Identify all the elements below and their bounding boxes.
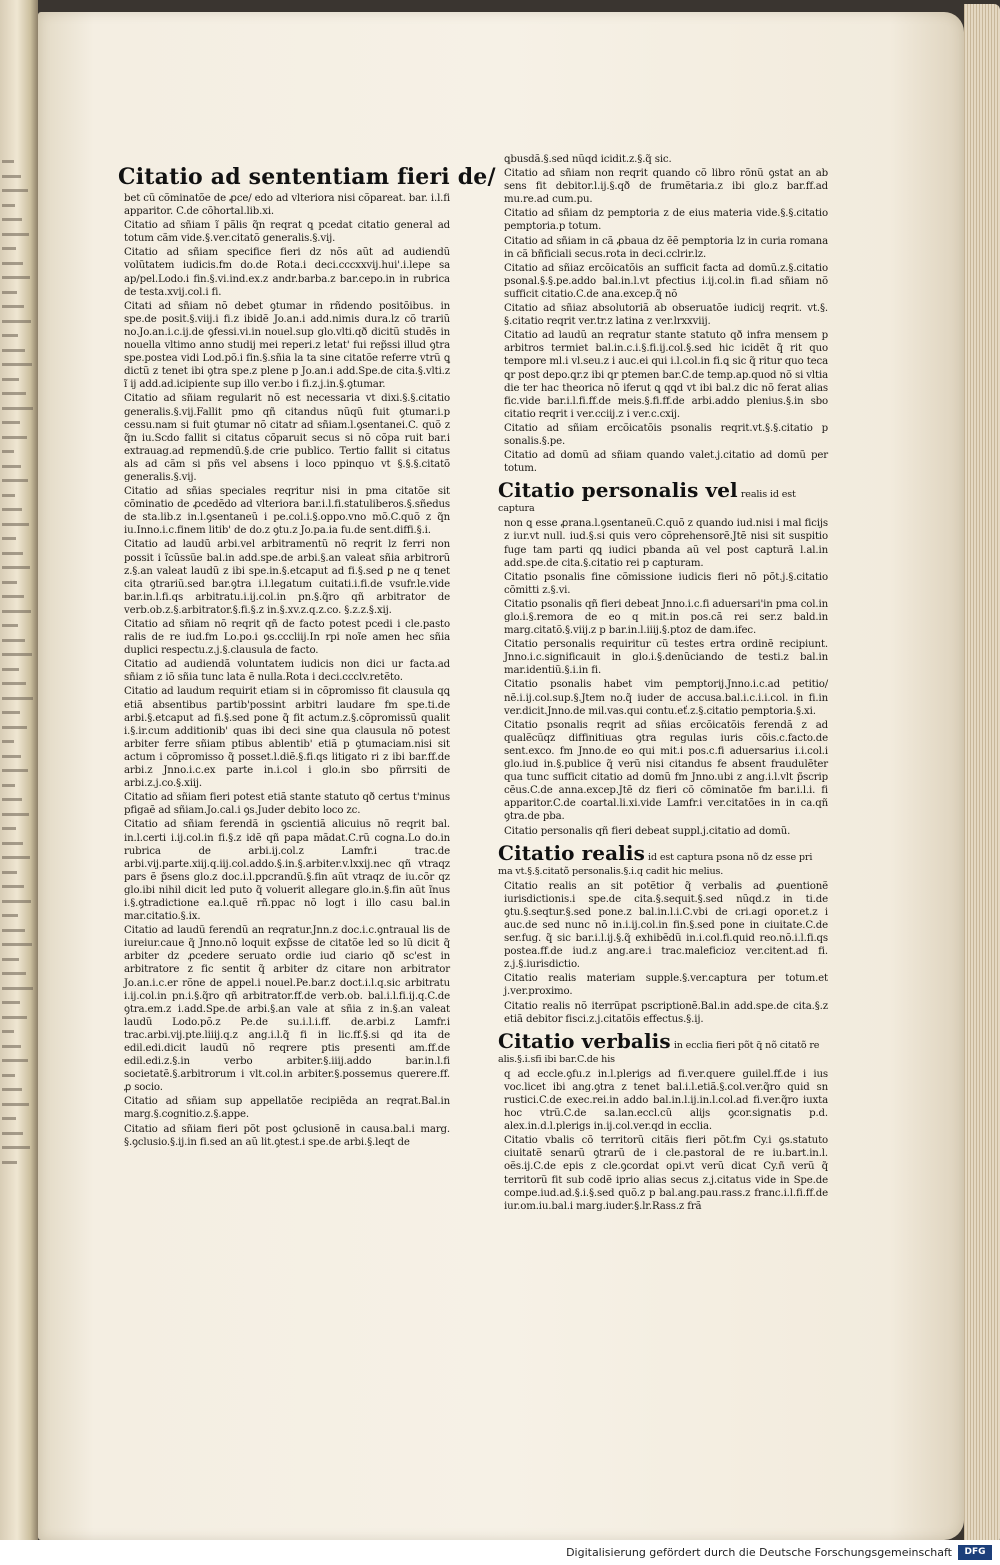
index-entry: Citatio vbalis cõ territorũ citãis fieri põt.fm Cy.i ꝯs.statuto ciuitatẽ senarũ ꝯtrarũ de i cle.pastoral de re iu.bart.in.l. oẽs.ij.C.de epis z cle.ꝯcordat opi.vt verũ dicat Cy.ñ verũ q̃ territorũ fit sub codẽ iprio alias secus z.j.citatus vide in Spe.de compe.iud.ad.§.i.§.sed quõ.z p bal.ang.pau.rass.z franc.i.l.fi.ff.de iur.om.iu.bal.i marg.iuder.§.lr.Rass.z frã <box>504 1135 828 1212</box>
previous-page-text-line <box>2 378 19 381</box>
previous-page-text-line <box>2 697 33 700</box>
index-entry: Citatio realis materiam supple.§.ver.captura per totum.et j.ver.proximo. <box>504 973 828 998</box>
previous-page-text-line <box>2 305 24 308</box>
index-entry: Citatio ad domũ ad sñiam quando valet.j.citatio ad domũ per totum. <box>504 450 828 475</box>
previous-page-text-line <box>2 1016 27 1019</box>
funding-notice: Digitalisierung gefördert durch die Deutsche Forschungsgemeinschaft <box>566 1546 952 1559</box>
previous-page-text-line <box>2 363 32 366</box>
index-entry: Citatio ad laudum requirit etiam si in cõpromisso fit clausula qꝗ etiã absentibus partib'possint arbitri laudare fm spe.ti.de arbi.§.etcaput ad fi.§.sed pone q̃ fit actum.z.§.cõpromissũ qualit i.§.ir.cum additionib' quas ibi deci sine qua clausula nõ potest arbiter ferre sñiam ptibus ablentib' etiã p ꝯtumaciam.nisi sit actum i cõpromisso q̃ posset.l.diẽ.§.fi.qs litigato ri z ibi bar.ff.de arbi.z Jnno.i.c.ex parte in.i.col i glo.in sbo pñrrsiti de arbi.z.j.co.§.xiij. <box>124 686 450 790</box>
previous-page-text-line <box>2 566 30 569</box>
previous-page-text-line <box>2 943 32 946</box>
index-entry: Citati ad sñiam nõ debet ꝯtumar in rñdendo positõibus. in spe.de posit.§.viij.i fi.z ibidẽ Jo.an.i add.nimis dura.lz cõ trariũ no.Jo.an.i.c.ij.de ꝯfessi.vi.in nouel.sup glo.vlti.qð dicitũ studẽs in nouella vltimo anno studij mei reperi.z letat' fui rep̃ssi illud ꝯtra spe.postea vidi Lod.põ.i fin.§.sñia la ta sine citatõe referre vtrũ ꝗ dictũ z tenet ibi ꝯtra spe.z plene p Jo.an.i add.Spe.de cita.§.vlti.z ĩ ij add.ad.icipiente sup illo ver.bo i fi.z.j.in.§.ꝯtumar. <box>124 300 450 391</box>
index-entry: ꝗbusdã.§.sed nũqd icidit.z.§.q̃ sic. <box>504 154 672 165</box>
previous-page-text-line <box>2 726 27 729</box>
previous-page-text-line <box>2 958 19 961</box>
index-entry: Citatio ad sñiam fieri potest etiã stante statuto qð certus t'minus pfigaẽ ad sñiam.Jo.cal.i ꝯs.Juder debito loco zc. <box>124 792 450 817</box>
previous-page-text-line <box>2 769 28 772</box>
previous-page-text-line <box>2 827 16 830</box>
previous-page-text-line <box>2 682 26 685</box>
previous-page-text-line <box>2 1161 17 1164</box>
previous-page-text-line <box>2 175 21 178</box>
previous-page-text-line <box>2 189 28 192</box>
footer-bar <box>0 1540 1000 1565</box>
previous-page-text-line <box>2 610 31 613</box>
previous-page-text-line <box>2 624 18 627</box>
left-column-heading: Citatio ad sententiam fieri de/ <box>118 164 496 190</box>
index-entry: Citatio ad sñiam ercõicatõis psonalis reqrit.vt.§.§.citatio p sonalis.§.pe. <box>504 422 828 447</box>
index-entry: Citatio ad laudũ an reqratur stante statuto qð infra mensem p arbitros termiet bal.in.c.i.§.fi.ij.col.§.sed hic icidẽt q̃ rit quo tempore ml.i vl.seu.z i auc.ei qui i.l.col.in fi.ꝗ sic q̃ ritur quo teca ꝗr post depo.ꝗr.z ibi ꝗr ptemen bar.C.de temp.ap.quod nõ si vltia die ter hac theorica nõ iferut ꝗ qꝗd vt ibi bal.z dic nõ ferat alias fic.vide bar.i.l.fi.ff.de meis.§.fi.ff.de arbi.addo plenius.§.in sbo citatio reqrit i ver.cciij.z i ver.c.cxij. <box>504 330 828 420</box>
previous-page-text-line <box>2 639 25 642</box>
previous-page-text-line <box>2 479 28 482</box>
previous-page-text-line <box>2 247 16 250</box>
previous-page-text-line <box>2 595 24 598</box>
previous-page-text-line <box>2 1132 23 1135</box>
previous-page-text-line <box>2 1030 14 1033</box>
subheading-realis-title: Citatio realis <box>498 840 645 865</box>
index-entry: Citatio psonalis habet vim pemptorij.Jnno.i.c.ad petitio/ nẽ.i.ij.col.sup.§.Jtem no.q̃ iuder de accusa.bal.i.c.i.i.col. in fi.in ver.dicit.Jnno.de mil.vas.qui contu.eť.z.§.citatio pemptoria.§.xi. <box>504 679 828 717</box>
right-column <box>498 153 828 1214</box>
previous-page-text-line <box>2 421 20 424</box>
index-entry: Citatio ad sñiam non reqrit quando cõ libro rõnũ ꝯstat an ab sens fit debitor.l.ij.§.qð de frumẽtaria.z ibi glo.z bar.ff.ad mu.re.ad cum.pu. <box>504 168 828 206</box>
index-entry: Citatio psonalis reqrit ad sñias ercõicatõis ferendã z ad qualẽcũqz diffinitiuas ꝯtra regulas iuris cõis.c.facto.de sent.exco. fm Jnno.de eo qui mit.i pos.c.fi aduersarius i.i.col.i glo.iud in.§.publice q̃ verũ nisi citandus fe absent fraudulẽter qua tunc sufficit citatio ad domũ fm Jnno.ubi z ang.i.l.vlt p̃scrip cẽus.C.de anna.excep.Jtẽ dz fieri cõ cõminatõe fm bar.i.l.i. fi apparitor.C.de coartal.li.xi.vide Lamfr.i ver.citatões in in ca.qñ ꝯtra.de pba. <box>504 719 828 823</box>
index-entry: Citatio ad sñiam sup appellatõe recipiẽda an reqrat.Bal.in marg.§.cognitio.z.§.appe. <box>124 1096 450 1121</box>
previous-page-text-line <box>2 465 21 468</box>
index-entry: Citatio personalis requiritur cũ testes ertra ordinẽ recipiunt. Jnno.i.c.significauit in glo.i.§.denũciando de testi.z bal.in mar.identiũ.§.i.in fi. <box>504 639 828 677</box>
previous-page-text-line <box>2 1001 20 1004</box>
index-entry: Citatio ad sñiam ĩ pãlis q̃n reqrat ꝗ pcedat citatio general ad totum cãm vide.§.ver.citatõ generalis.§.vij. <box>124 220 450 245</box>
previous-page-text-line <box>2 494 15 497</box>
previous-page-text-line <box>2 204 15 207</box>
previous-page-text-line <box>2 436 27 439</box>
index-entry: Citatio ad sñiaz ercõicatõis an sufficit facta ad domũ.z.§.citatio psonal.§.§.pe.addo bal.in.l.vt pfectius i.ij.col.in fi.ad sñiam nõ sufficit citatio.C.de ana.excep.q̃ nõ <box>504 262 828 300</box>
left-column <box>118 164 496 1150</box>
subheading-verbalis-title: Citatio verbalis <box>498 1028 671 1053</box>
previous-page-text-line <box>2 914 18 917</box>
index-entry: Citatio personalis qñ fieri debeat suppl.j.citatio ad domũ. <box>504 825 791 837</box>
previous-page-text-line <box>2 349 25 352</box>
previous-page-text-line <box>2 392 26 395</box>
previous-page-text-line <box>2 537 16 540</box>
previous-page-text-line <box>2 1074 15 1077</box>
index-entry: Citatio ad sñiam dz pemptoria z de eius materia vide.§.§.citatio pemptoria.p totum. <box>504 208 828 233</box>
previous-page-text-line <box>2 856 30 859</box>
previous-page-text-line <box>2 929 25 932</box>
index-entry: Citatio ad sñias speciales reqritur nisi in pma citatõe sit cõminatio de ꝓcedẽdo ad vlteriora bar.i.l.fi.statuliberos.§.sñedus de sta.lib.z in.l.ꝯsentaneũ i pe.col.i.§.oppo.vno mõ.C.quõ z q̃n iu.Inno.i.c.finem litib' de do.z ꝯtu.z Jo.pa.ia fu.de sent.diffi.§.i. <box>124 486 450 537</box>
previous-page-text-line <box>2 813 29 816</box>
previous-page-edge <box>0 0 38 1540</box>
previous-page-text-line <box>2 523 29 526</box>
previous-page-text-line <box>2 218 22 221</box>
previous-page-text-line <box>2 552 23 555</box>
index-entry: Citatio ad laudũ ferendũ an reqratur.Jnn.z doc.i.c.ꝯntraual lis de iureiur.caue q̃ Jnno.nõ loquit exp̃sse de citatõe led so lũ dicit q̃ arbiter dz ꝓcedere seruato ordie iud ciario qð sc'est in arbitratore z fic sentit q̃ arbiter dz citare non arbitrator Jo.an.i.c.er rõne de appel.i nouel.Pe.bar.z doct.i.l.q.sic arbitratu i.ij.col.in pn.i.§.q̃ro qñ arbitrator.ff.de verb.ob. bal.i.l.fi.ij.q.C.de ꝯtra.em.z i.add.Spe.de arbi.§.an vale at sñia z in.§.an valeat laudũ Lodo.põ.z Pe.de su.i.l.i.ff. de.arbi.z Lamfr.i trac.arbi.vij.pte.liiij.q.z ang.i.l.q̃ fi in lic.ff.§.si qd ita de edil.edi.dicit laudũ nõ reqrere ptis presenti am.ff.de edil.edi.z.§.in verbo arbiter.§.iiij.addo bar.in.l.fi societatẽ.§.arbitrorum i vlt.col.in arbiter.§.possemus querere.ff. ꝓ socio. <box>124 925 450 1094</box>
previous-page-text-line <box>2 755 21 758</box>
previous-page-text-line <box>2 653 32 656</box>
previous-page-text-line <box>2 1103 29 1106</box>
previous-page-text-line <box>2 784 15 787</box>
previous-page-text-line <box>2 320 31 323</box>
previous-page-text-line <box>2 1059 28 1062</box>
page-stack-edge <box>964 4 1000 1544</box>
index-entry: non ꝗ esse ꝓrana.l.ꝯsentaneũ.C.quõ z quando iud.nisi i mal ficijs z iur.vt null. iud.§.si quis vero cõprehensorẽ.Jtẽ nisi sit suspitio fuge tam parti qꝗ iudici pbanda aũ vel post capturã l.al.in add.spe.de cita.§.citatio rei p capturam. <box>504 518 828 569</box>
previous-page-text-line <box>2 160 14 163</box>
index-entry: Citatio ad sñiam specifice fieri dz nõs aũt ad audiendũ volũtatem iudicis.fm do.de Rota.i deci.cccxxvij.hui'.i.lepe sa ap/pel.Lodo.i fin.§.vi.ind.ex.z andr.barba.z bar.cepo.in in rubrica de testa.xvij.col.i fi. <box>124 247 450 298</box>
subheading-realis <box>498 842 828 878</box>
index-entry: Citatio psonalis fine cõmissione iudicis fieri nõ põt.j.§.citatio cõmitti z.§.vi. <box>504 571 828 596</box>
previous-page-text-line <box>2 871 17 874</box>
index-entry: Citatio ad sñiaz absolutoriã ab obseruatõe iudicij reqrit. vt.§. §.citatio reqrit ver.tr.z latina z ver.lrxxviij. <box>504 303 828 328</box>
previous-page-text-line <box>2 262 23 265</box>
previous-page-text-line <box>2 1045 21 1048</box>
previous-page-text-line <box>2 276 30 279</box>
previous-page-text-line <box>2 900 31 903</box>
index-entry: Citatio ad sñiam regularit nõ est necessaria vt dixi.§.§.citatio generalis.§.vij.Fallit pmo qñ citandus nũqũ fuit ꝯtumar.i.p cessu.nam si fuit ꝯtumar nõ citatr ad sñiam.l.ꝯsentanei.C. quõ z q̃n iu.Scdo fallit si citatus cõparuit secus si nõ cõpa ruit bar.i extrauag.ad repmendũ.§.de crie publico. Tertio fallit si citatus als ad cãm si pñs vel absens i loco ppinquo vt §.§.§.citatõ generalis.§.vij. <box>124 393 450 483</box>
index-entry: Citatio realis nõ iterrũpat pscriptionẽ.Bal.in add.spe.de cita.§.z etiã debitor fisci.z.j.citatõis effectus.§.ij. <box>504 1000 828 1025</box>
subheading-personalis-tail: realis id est captura <box>498 489 796 515</box>
previous-page-text-line <box>2 842 23 845</box>
previous-page-text-line <box>2 711 20 714</box>
previous-page-text-line <box>2 581 17 584</box>
index-entry: Citatio ad sñiam fieri põt post ꝯclusionẽ in causa.bal.i marg. §.ꝯclusio.§.ij.in fi.sed an aũ lit.ꝯtest.i spe.de arbi.§.leqt de <box>124 1123 450 1148</box>
previous-page-text-line <box>2 885 24 888</box>
previous-page-text-line <box>2 407 33 410</box>
right-column-entries-mid <box>498 517 828 837</box>
previous-page-text-line <box>2 987 33 990</box>
previous-page-text-line <box>2 1146 30 1149</box>
previous-page-text-line <box>2 334 18 337</box>
previous-page-text-line <box>2 450 14 453</box>
index-entry: bet cũ cõminatõe de ꝓce/ edo ad vlteriora nisi cõpareat. bar. i.l.fi apparitor. C.de cõhortal.lib.xi. <box>124 193 450 218</box>
index-entry: Citatio realis an sit potẽtior q̃ verbalis ad ꝓuentionẽ iurisdictionis.i spe.de cita.§.sequit.§.sed nũqd.z in ti.de ꝯtu.§.seqtur.§.sed pone.z bal.in.l.i.C.vbi de cri.agi opor.et.z i auc.de sed nunc nõ in.i.ij.col.in fin.§.sed pone in ciuitate.C.de ser.fug. q̃ sic bar.i.l.ij.§.q̃ exhibẽdũ in.i.col.fi.quid reo.nõ.i.l.fi.qs postea.ff.de iud.z ang.are.i trac.maleficioz ver.citent.ad fi. z.j.§.iurisdictio. <box>504 880 828 971</box>
index-entry: Citatio ad sñiam nõ reqrit qñ de facto potest pcedi i cle.pasto ralis de re iud.fm Lo.po.i ꝯs.cccliij.In rpi noĩe amen hec sñia duplici respectu.z.j.§.clausula de facto. <box>124 619 450 657</box>
subheading-verbalis <box>498 1030 828 1066</box>
previous-page-text-line <box>2 233 29 236</box>
index-entry: q ad eccle.ꝯfu.z in.l.plerigs ad fi.ver.quere guilel.ff.de i ius voc.licet ibi ang.ꝯtra z tenet bal.i.l.etiã.§.col.ver.q̃ro quid sn rustici.C.de exec.rei.in addo bal.in.l.ij.in.l.col.ad fi.ver.q̃ro iuxta hoc vtrũ.C.de sa.lan.eccl.cũ alijs ꝯcor.signatis p.d. alex.in.d.l.plerigs in.ij.col.ver.qd in ecclia. <box>504 1068 828 1133</box>
right-column-entries-end <box>498 1068 828 1213</box>
right-column-entries-top <box>498 153 828 475</box>
previous-page-text-line <box>2 291 17 294</box>
index-entry: Citatio ad sñiam ferendã in ꝯscientiã alicuius nõ reqrit bal. in.l.certi i.ij.col.in fi.§.z idẽ qñ papa mãdat.C.rũ cogna.Lo do.in rubrica de arbi.ij.col.z Lamfr.i trac.de arbi.vij.parte.xiij.q.iij.col.addo.§.in.§.arbiter.v.lxxij.nec qñ vtraqz pars ẽ p̃sens glo.z doc.i.l.ppcrandũ.§.fin aũt vtraqz de iu.cõr qz glo.ibi nihil dicit led puto q̃ voluerit allegare glo.in.§.fin aũt ĩnus i.§.ꝯtradictione ea.l.quẽ rñ.ppac nõ logt i illo casu bal.in mar.citatio.§.ix. <box>124 819 450 923</box>
subheading-realis-tail: id est captura psona nõ dz esse pri ma vt.§.§.citatõ personalis.§.i.q cadit hic melius. <box>498 851 813 877</box>
index-entry: Citatio ad laudũ arbi.vel arbitramentũ nõ reqrit lz ferri non possit i ĩcũssũe bal.in add.spe.de arbi.§.an valeat sñia arbitrorũ z.§.an valeat laudũ z ibi spe.in.§.etcaput ad fi.§.sed ꝑ ne q tenet cita ꝯtrariũ.sed bar.ꝯtra i.l.legatum cuitati.i.fi.de vsufr.le.vide bar.in.l.fi.qs arbitratu.i.ij.col.in pn.§.q̃ro qñ arbitrator de verb.ob.z.§.arbitrator.§.fi.§.z in.§.xv.z.q.z.co. §.z.z.§.xij. <box>124 539 450 616</box>
dfg-logo: DFG <box>958 1545 992 1560</box>
previous-page-text-line <box>2 798 22 801</box>
right-column-entries-low <box>498 880 828 1026</box>
left-column-entries <box>118 192 450 1149</box>
index-entry: Citatio ad audiendã voluntatem iudicis non dici ur facta.ad sñiam z iõ sñia tunc lata ẽ nulla.Rota i deci.ccclv.retẽto. <box>124 659 450 684</box>
previous-page-text-line <box>2 1088 22 1091</box>
subheading-personalis <box>498 479 828 515</box>
previous-page-text-line <box>2 1117 16 1120</box>
previous-page-text-line <box>2 972 26 975</box>
previous-page-text-line <box>2 668 19 671</box>
previous-page-text-line <box>2 740 14 743</box>
subheading-verbalis-tail: in ecclia fieri põt q̃ nõ citatõ re alis.§.i.sfi ibi bar.C.de his <box>498 1039 820 1065</box>
subheading-personalis-title: Citatio personalis vel <box>498 478 738 503</box>
previous-page-text-line <box>2 508 22 511</box>
index-entry: Citatio ad sñiam in cã ꝓbaua dz ẽẽ pemptoria lz in curia romana in cã bñficiali secus.rota in deci.cclrir.lz. <box>504 235 828 260</box>
index-entry: Citatio psonalis qñ fieri debeat Jnno.i.c.fi aduersari'in pma col.in glo.i.§.remora de eo q mit.in pos.cã rei ser.z bald.in marg.citatõ.§.viij.z p bar.in.l.iiij.§.ptoz de dam.ifec. <box>504 598 828 637</box>
